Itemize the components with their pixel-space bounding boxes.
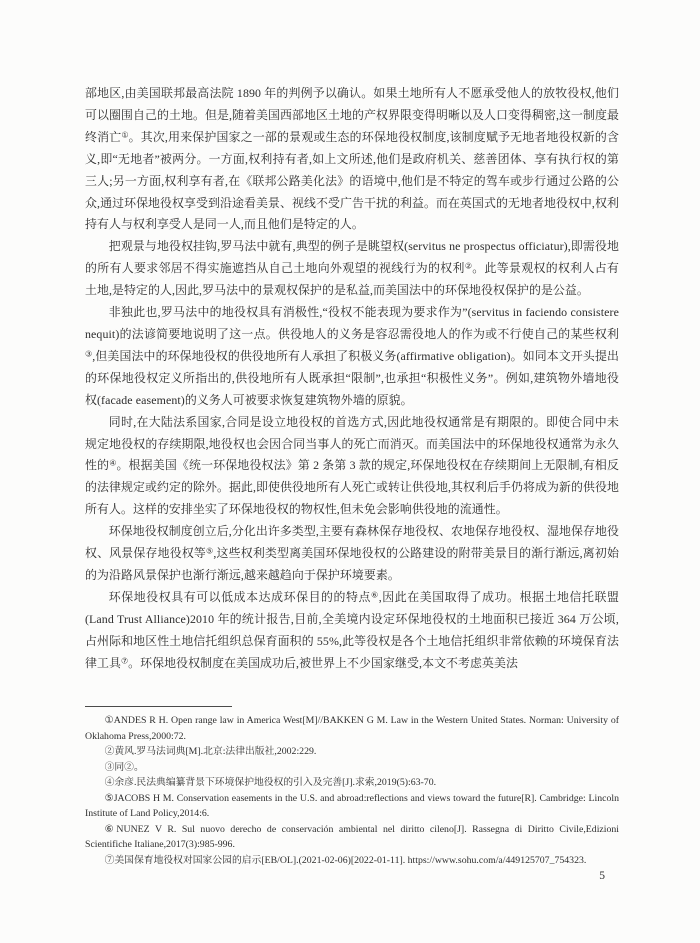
footnote-ref-mark: ②: [464, 261, 473, 271]
footnote-ref-mark: ③: [85, 349, 93, 359]
page-number: 5: [599, 870, 605, 882]
footnote-ref-mark: ⑦: [120, 656, 129, 666]
body-paragraph: 非独此也,罗马法中的地役权具有消极性,“役权不能表现为要求作为”(servitus in faciendo consistere nequit)的法谚简要地说明了这一点。供役地人的义务是容忍需役地人的作为或不行使自己的某些权利③,但美国法中的环保地役权的供役地所有人承担了积极义务(affirmative obligation)。如同本文开头提出的环保地役权定义所指出的,供役地所有人既承担“限制”,也承担“积极性义务”。例如,建筑物外墙地役权(facade easement)的义务人可被要求恢复建筑物外墙的原貌。: [85, 305, 620, 407]
footnote: ⑤JACOBS H M. Conservation easements in the U.S. and abroad:reflections and views toward the future[R]. Cambridge: Lincoln Institute of Land Policy,2014:6.: [85, 792, 619, 819]
footnote: ⑦美国保育地役权对国家公园的启示[EB/OL].(2021-02-06)[2022-01-11]. https://www.sohu.com/a/449125707_754323.: [104, 854, 587, 866]
footnote: ④余彦.民法典编纂背景下环境保护地役权的引入及完善[J].求索,2019(5):63-70.: [104, 777, 437, 788]
body-paragraph: 环保地役权制度创立后,分化出许多类型,主要有森林保存地役权、农地保存地役权、湿地保存地役权、风景保存地役权等⑤,这些权利类型离美国环保地役权的公路建设的附带美景目的渐行渐远,离初始的为沿路风景保护也渐行渐远,越来越趋向于保护环境要素。: [85, 524, 620, 582]
footnote-ref-mark: ⑤: [206, 546, 214, 556]
body-paragraph: 同时,在大陆法系国家,合同是设立地役权的首选方式,因此地役权通常是有期限的。即使合同中未规定地役权的存续期限,地役权也会因合同当事人的死亡而消灭。而美国法中的环保地役权通常为永久性的④。根据美国《统一环保地役权法》第 2 条第 3 款的规定,环保地役权在存续期间上无限制,有相反的法律规定或约定的除外。据此,即使供役地所有人死亡或转让供役地,其权利后手仍将成为新的供役地所有人。这样的安排坐实了环保地役权的物权性,但未免会影响供役地的流通性。: [85, 414, 620, 517]
footnote-ref-mark: ④: [109, 458, 117, 468]
body-paragraph: 环保地役权具有可以低成本达成环保目的的特点⑥,因此在美国取得了成功。根据土地信托联盟(Land Trust Alliance)2010 年的统计报告,目前,全美境内设定环保地役权的土地面积已接近 364 万公顷,占州际和地区性土地信托组织总保育面积的 55%,此等役权是各个土地信托组织非常依赖的环境保育法律工具⑦。环保地役权制度在美国成功后,被世界上不少国家继受,本文不考虑英美法: [85, 589, 619, 670]
footnote-area: [85, 706, 619, 868]
article-body: [85, 83, 619, 674]
footnote: ⑥NUNEZ V R. Sul nuovo derecho de conservación ambiental nel diritto cileno[J]. Rassegna di Diritto Civile,Edizioni Scientifiche Italiane,2017(3):985-996.: [85, 823, 619, 850]
footnote-ref-mark: ⑥: [371, 590, 379, 600]
footnote: ②黄风.罗马法词典[M].北京:法律出版社,2002:229.: [104, 746, 317, 757]
footnote: ③同②。: [104, 761, 144, 773]
footnote-ref-mark: ①: [121, 130, 129, 140]
footnote-separator-rule: [85, 706, 232, 707]
footnote: ①ANDES R H. Open range law in America West[M]//BAKKEN G M. Law in the Western United States. Norman: University of Oklahoma Press,2000:72.: [85, 715, 619, 742]
body-paragraph: 把观景与地役权挂钩,罗马法中就有,典型的例子是眺望权(servitus ne prospectus officiatur),即需役地的所有人要求邻居不得实施遮挡从自己土地向外观望的视线行为的权利②。此等景观权的权利人占有土地,是特定的人,因此,罗马法中的景观权保护的是私益,而美国法中的环保地役权保护的是公益。: [85, 239, 620, 298]
body-paragraph: 部地区,由美国联邦最高法院 1890 年的判例予以确认。如果土地所有人不愿承受他人的放牧役权,他们可以圈围自己的土地。但是,随着美国西部地区土地的产权界限变得明晰以及人口变得稠密,这一制度最终消亡①。其次,用来保护国家之一部的景观或生态的环保地役权制度,该制度赋予无地者地役权新的含义,即“无地者”被两分。一方面,权利持有者,如上文所述,他们是政府机关、慈善团体、享有执行权的第三人;另一方面,权利享有者,在《联邦公路美化法》的语境中,他们是不特定的驾车或步行通过公路的公众,通过环保地役权享受到沿途看美景、视线不受广告干扰的利益。而在英国式的无地者地役权中,权利持有人与权利享受人是同一人,而且他们是特定的人。: [85, 86, 619, 232]
